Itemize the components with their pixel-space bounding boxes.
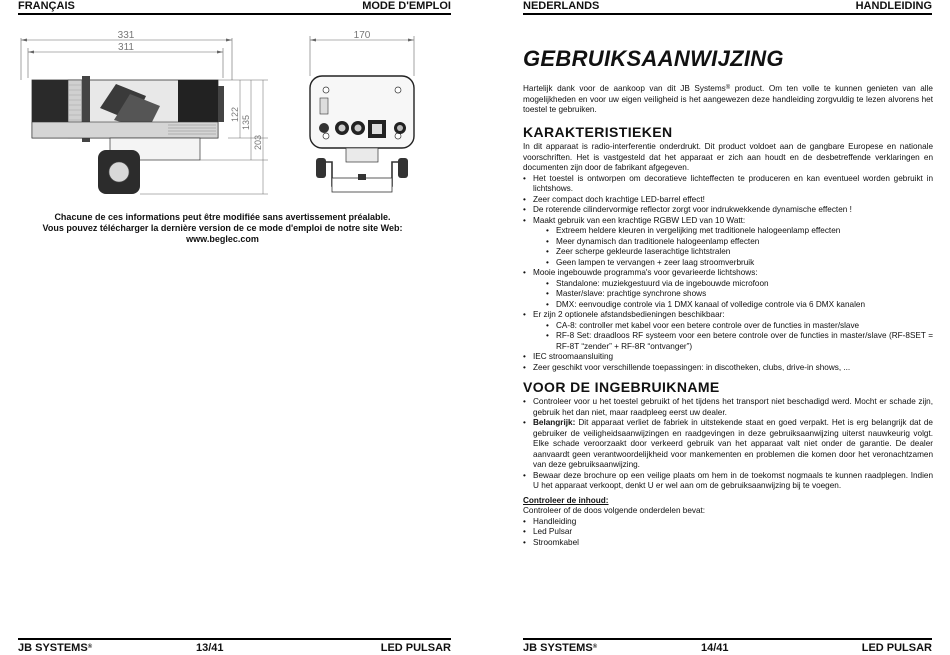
left-header-title: MODE D'EMPLOI (362, 0, 451, 12)
left-page-footer (18, 638, 451, 654)
features-heading: KARAKTERISTIEKEN (523, 124, 673, 140)
features-intro: In dit apparaat is radio-interferentie onderdrukt. Dit product voldoet aan de gangbare Europese en nationale voorschriften. Het is vastgesteld dat het apparaat er zich aan houdt en de desbetreffende verklaringen en documenten zijn door de fabrikant afgegeven. (523, 142, 933, 172)
notice-line-1: Chacune de ces informations peut être modifiée sans avertissement préalable. (54, 212, 391, 222)
right-header-language: NEDERLANDS (523, 0, 600, 12)
before-use-heading: VOOR DE INGEBRUIKNAME (523, 379, 720, 395)
right-page-header (523, 0, 932, 15)
notice-text (20, 212, 425, 245)
left-page (0, 0, 475, 654)
feature-item: • Mooie ingebouwde programma's voor gevarieerde lichtshows: • Standalone: muziekgestuurd via de ingebouwde microfoon • Master/slave: prachtige synchrone shows • DMX: eenvoudige controle via 1 DMX kanaal of volledige controle via 6 DMX kanalen (523, 268, 933, 310)
list-item: • Stroomkabel (523, 538, 933, 549)
feature-subitem: • Standalone: muziekgestuurd via de ingebouwde microfoon (546, 279, 933, 290)
feature-subitem: • Master/slave: prachtige synchrone shows (546, 289, 933, 300)
list-item: • Handleiding (523, 517, 933, 528)
dim-135: 135 (241, 114, 251, 130)
feature-item: • IEC stroomaansluiting (523, 352, 933, 363)
feature-item: • Zeer compact doch krachtige LED-barrel effect! (523, 195, 933, 206)
features-list (523, 174, 933, 374)
feature-item: • Er zijn 2 optionele afstandsbedieningen beschikbaar: • CA-8: controller met kabel voor een betere controle over de functies in master/slave • RF-8 Set: draadloos RF systeem voor een betere controle over de functies in master/slave (RF-8SET = RF-8T “zender” + RF-8R “ontvanger”) (523, 310, 933, 352)
contents-heading: Controleer de inhoud: (523, 495, 609, 505)
rear-view-drawing (302, 30, 427, 202)
list-item: • Bewaar deze brochure op een veilige plaats om hem in de toekomst nogmaals te kunnen raadplegen. Indien U het apparaat verkoopt, denkt U er wel aan om de gebruiksaanwijzing bij te voegen. (523, 471, 933, 492)
features-section (523, 142, 933, 373)
list-item: • Controleer voor u het toestel gebruikt of het tijdens het transport niet beschadigd werd. Mocht er schade zijn, gebruik het dan niet, maar raadpleeg eerst uw dealer. (523, 397, 933, 418)
dim-122: 122 (230, 106, 240, 122)
dim-170: 170 (353, 30, 371, 41)
dim-203: 203 (253, 134, 263, 150)
feature-subitem: • DMX: eenvoudige controle via 1 DMX kanaal of volledige controle via 6 DMX kanalen (546, 300, 933, 311)
before-use-list (523, 397, 933, 492)
feature-subitem: • RF-8 Set: draadloos RF systeem voor een betere controle over de functies in master/slave (RF-8SET = RF-8T “zender” + RF-8R “ontvanger”) (546, 331, 933, 352)
feature-sublist (546, 226, 933, 268)
right-page (475, 0, 950, 654)
feature-subitem: • Geen lampen te vervangen + zeer laag stroomverbruik (546, 258, 933, 269)
right-page-footer (523, 638, 932, 654)
right-footer-brand: JB SYSTEMS® (523, 642, 598, 654)
left-footer-brand: JB SYSTEMS® (18, 642, 93, 654)
page-title: GEBRUIKSAANWIJZING (523, 46, 784, 71)
contents-intro: Controleer of de doos volgende onderdelen bevat: (523, 506, 706, 515)
left-header-language: FRANÇAIS (18, 0, 75, 12)
feature-subitem: • Extreem heldere kleuren in vergelijking met traditionele halogeenlamp effecten (546, 226, 933, 237)
feature-sublist (546, 279, 933, 311)
dim-311: 311 (118, 42, 134, 53)
right-footer-page-number: 14/41 (701, 642, 729, 654)
feature-item: • Zeer geschikt voor verschillende toepassingen: in discotheken, clubs, drive-in shows, ... (523, 363, 933, 374)
before-use-section (523, 397, 933, 548)
list-item: • Belangrijk: Dit apparaat verliet de fabriek in uitstekende staat en goed verpakt. Het is erg belangrijk dat de gebruiker de veiligheidsaanwijzingen en raadgevingen in deze gebruiksaanwijzing uiterst nauwkeurig volgt. Elke schade veroorzaakt door verkeerd gebruik van het apparaat valt niet onder de garantie. De dealer aanvaardt geen verantwoordelijkheid voor mankementen en problemen die komen door het veronachtzamen van deze gebruiksaanwijzing. (523, 418, 933, 471)
left-footer-product: LED PULSAR (380, 642, 451, 654)
notice-website: www.beglec.com (186, 234, 259, 244)
feature-item: • Het toestel is ontworpen om decoratieve lichteffecten te produceren en kan eventueel worden gebruikt in lichtshows. (523, 174, 933, 195)
notice-line-2: Vous pouvez télécharger la dernière version de ce mode d'emploi de notre site Web: (42, 223, 403, 233)
dim-331: 331 (117, 30, 135, 41)
feature-item: • Maakt gebruik van een krachtige RGBW LED van 10 Watt: • Extreem heldere kleuren in vergelijking met traditionele halogeenlamp effecten • Meer dynamisch dan traditionele halogeenlamp effecten • Zeer scherpe gekleurde laserachtige lichtstralen • Geen lampen te vervangen + zeer laag stroomverbruik (523, 216, 933, 269)
feature-subitem: • Zeer scherpe gekleurde laserachtige lichtstralen (546, 247, 933, 258)
feature-subitem: • CA-8: controller met kabel voor een betere controle over de functies in master/slave (546, 321, 933, 332)
feature-subitem: • Meer dynamisch dan traditionele halogeenlamp effecten (546, 237, 933, 248)
contents-list (523, 517, 933, 549)
feature-item: • De roterende cilindervormige reflector zorgt voor indrukwekkende dynamische effecten ! (523, 205, 933, 216)
right-header-title: HANDLEIDING (855, 0, 932, 12)
list-item: • Led Pulsar (523, 527, 933, 538)
right-footer-product: LED PULSAR (861, 642, 932, 654)
feature-sublist (546, 321, 933, 353)
left-page-header (18, 0, 451, 15)
intro-paragraph: Hartelijk dank voor de aankoop van dit JB Systems® product. Om ten volle te kunnen genieten van alle mogelijkheden en voor uw eigen veiligheid is het aangewezen deze handleiding zorgvuldig te lezen alvorens het toestel te gebruiken. (523, 84, 933, 114)
side-view-drawing (18, 30, 278, 202)
left-footer-page-number: 13/41 (196, 642, 224, 654)
